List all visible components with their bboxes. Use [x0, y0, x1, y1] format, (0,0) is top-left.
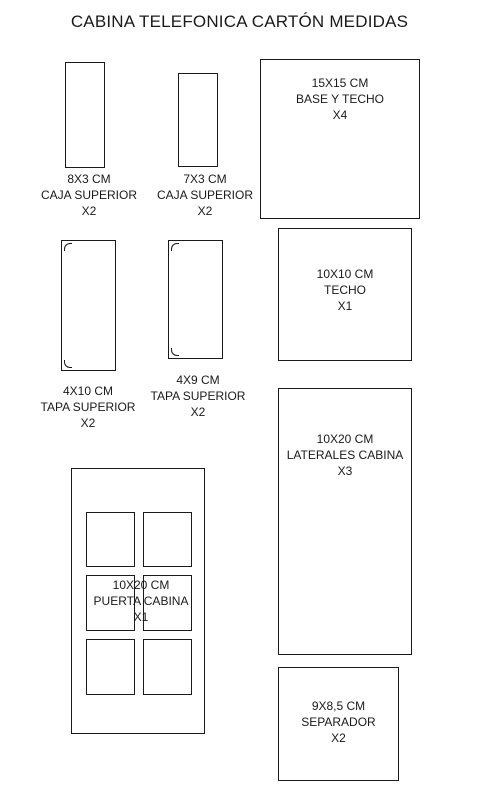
name-text: PUERTA CABINA: [93, 594, 189, 608]
corner-mark: [64, 243, 72, 251]
dims-text: 10X10 CM: [316, 267, 374, 281]
qty-text: X1: [337, 299, 353, 313]
dims-text: 10X20 CM: [316, 432, 374, 446]
door-window: [86, 512, 135, 567]
door-window: [143, 639, 192, 695]
qty-text: X3: [337, 464, 353, 478]
label-techo: [278, 266, 412, 314]
corner-mark: [171, 243, 179, 251]
dims-text: 7X3 CM: [183, 172, 227, 186]
door-window: [86, 639, 135, 695]
dims-text: 4X10 CM: [62, 384, 114, 398]
dims-text: 8X3 CM: [67, 172, 111, 186]
piece-caja-superior-7x3: [178, 73, 218, 167]
label-tapa-superior-4x10: [28, 383, 148, 431]
qty-text: X2: [81, 204, 97, 218]
door-window: [143, 512, 192, 567]
qty-text: X2: [190, 405, 206, 419]
label-puerta-cabina: [71, 577, 211, 625]
piece-laterales-cabina: [278, 388, 412, 655]
qty-text: X1: [133, 610, 149, 624]
name-text: TAPA SUPERIOR: [40, 400, 136, 414]
label-base-y-techo: [260, 75, 420, 123]
label-tapa-superior-4x9: [138, 372, 258, 420]
name-text: SEPARADOR: [301, 715, 376, 729]
name-text: TECHO: [324, 283, 366, 297]
piece-tapa-superior-4x9: [168, 240, 223, 359]
corner-mark: [171, 348, 179, 356]
qty-text: X2: [331, 731, 346, 745]
piece-tapa-superior-4x10: [61, 240, 116, 371]
page-title: CABINA TELEFONICA CARTÓN MEDIDAS: [70, 12, 409, 31]
dims-text: 10X20 CM: [112, 578, 170, 592]
name-text: CAJA SUPERIOR: [156, 188, 254, 202]
piece-caja-superior-8x3: [65, 62, 105, 168]
name-text: TAPA SUPERIOR: [150, 389, 246, 403]
label-caja-superior-7x3: [150, 171, 260, 219]
dims-text: 9X8,5 CM: [311, 699, 366, 713]
qty-text: X2: [197, 204, 213, 218]
name-text: LATERALES CABINA: [286, 448, 404, 462]
name-text: CAJA SUPERIOR: [40, 188, 138, 202]
dims-text: 4X9 CM: [176, 373, 220, 387]
qty-text: X2: [80, 416, 96, 430]
label-laterales-cabina: [278, 431, 412, 479]
name-text: BASE Y TECHO: [295, 92, 385, 106]
label-caja-superior-8x3: [30, 171, 148, 219]
qty-text: X4: [332, 108, 348, 122]
label-separador: [278, 698, 399, 746]
corner-mark: [64, 360, 72, 368]
dims-text: 15X15 CM: [311, 76, 369, 90]
